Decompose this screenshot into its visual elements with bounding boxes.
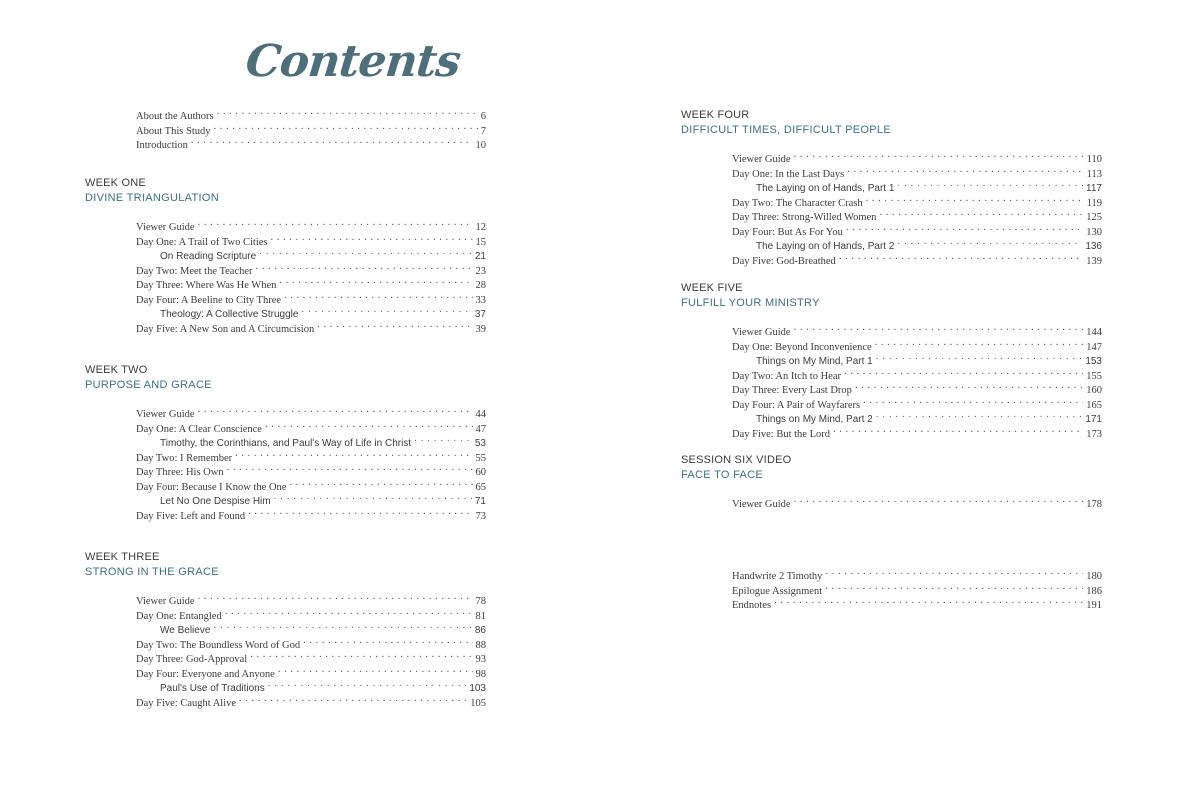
toc-subentry[interactable]: Theology: A Collective Struggle . . . 37 [136,307,486,322]
front-matter-list [136,109,486,153]
toc-entry[interactable]: Viewer Guide . . . 78 [136,594,486,609]
week-four-list [732,152,1102,268]
toc-entry[interactable]: Day Three: God-Approval . . . 93 [136,652,486,667]
toc-entry[interactable]: Day Four: A Beeline to City Three . . . 33 [136,293,486,308]
week-five-label: WEEK FIVE [681,282,743,294]
week-one-label: WEEK ONE [85,177,146,189]
week-three-label: WEEK THREE [85,551,160,563]
toc-entry[interactable]: Day Two: Meet the Teacher . . . 23 [136,264,486,279]
week-five-title: FULFILL YOUR MINISTRY [681,297,820,309]
toc-subentry[interactable]: Things on My Mind, Part 2 . . . 171 [732,412,1102,427]
week-four-title: DIFFICULT TIMES, DIFFICULT PEOPLE [681,124,891,136]
toc-subentry[interactable]: Timothy, the Corinthians, and Paul's Way of Life in Christ . . . 53 [136,436,486,451]
toc-entry[interactable]: Viewer Guide . . . 144 [732,325,1102,340]
week-two-list [136,407,486,523]
week-two-label: WEEK TWO [85,364,148,376]
toc-entry[interactable]: Day One: Entangled . . . 81 [136,609,486,624]
session-six-label: SESSION SIX VIDEO [681,454,792,466]
toc-entry[interactable]: Viewer Guide . . . 110 [732,152,1102,167]
week-three-list [136,594,486,710]
toc-entry[interactable]: Day Five: God-Breathed . . . 139 [732,254,1102,269]
toc-entry[interactable]: Day Two: An Itch to Hear . . . 155 [732,369,1102,384]
toc-entry[interactable]: Handwrite 2 Timothy . . . 180 [732,569,1102,584]
toc-entry[interactable]: Day Five: But the Lord . . . 173 [732,427,1102,442]
toc-entry[interactable]: Day One: Beyond Inconvenience . . . 147 [732,340,1102,355]
toc-entry[interactable]: Day Three: His Own . . . 60 [136,465,486,480]
week-one-title: DIVINE TRIANGULATION [85,192,219,204]
toc-entry[interactable]: Endnotes . . . 191 [732,598,1102,613]
toc-entry[interactable]: Day Four: But As For You . . . 130 [732,225,1102,240]
session-six-list [732,497,1102,512]
toc-entry[interactable]: Viewer Guide . . . 178 [732,497,1102,512]
toc-entry[interactable]: Epilogue Assignment . . . 186 [732,584,1102,599]
toc-entry[interactable]: Day Five: Left and Found . . . 73 [136,509,486,524]
toc-subentry[interactable]: The Laying on of Hands, Part 2 . . . 136 [732,239,1102,254]
right-page [600,0,1200,804]
toc-entry[interactable]: Day Three: Where Was He When . . . 28 [136,278,486,293]
toc-subentry[interactable]: Let No One Despise Him . . . 71 [136,494,486,509]
toc-entry[interactable]: Viewer Guide . . . 44 [136,407,486,422]
toc-subentry[interactable]: Things on My Mind, Part 1 . . . 153 [732,354,1102,369]
toc-entry[interactable]: Day Two: The Boundless Word of God . . . 88 [136,638,486,653]
back-matter-list [732,569,1102,613]
week-five-list [732,325,1102,441]
toc-subentry[interactable]: On Reading Scripture . . . 21 [136,249,486,264]
toc-entry[interactable]: Viewer Guide . . . 12 [136,220,486,235]
week-one-list [136,220,486,336]
toc-entry[interactable]: Day Two: The Character Crash . . . 119 [732,196,1102,211]
session-six-title: FACE TO FACE [681,469,764,481]
toc-entry[interactable]: Day Four: Because I Know the One . . . 65 [136,480,486,495]
toc-entry[interactable]: About This Study . . . 7 [136,124,486,139]
week-four-label: WEEK FOUR [681,109,750,121]
toc-entry[interactable]: Day One: A Trail of Two Cities . . . 15 [136,235,486,250]
toc-entry[interactable]: Day Four: Everyone and Anyone . . . 98 [136,667,486,682]
toc-entry[interactable]: Day One: A Clear Conscience . . . 47 [136,422,486,437]
toc-entry[interactable]: Day Three: Every Last Drop . . . 160 [732,383,1102,398]
toc-entry[interactable]: Day Two: I Remember . . . 55 [136,451,486,466]
toc-subentry[interactable]: The Laying on of Hands, Part 1 . . . 117 [732,181,1102,196]
toc-entry[interactable]: Day Four: A Pair of Wayfarers . . . 165 [732,398,1102,413]
toc-subentry[interactable]: We Believe . . . 86 [136,623,486,638]
page-title: Contents [243,36,463,87]
toc-entry[interactable]: About the Authors . . . 6 [136,109,486,124]
toc-entry[interactable]: Day Five: Caught Alive . . . 105 [136,696,486,711]
toc-entry[interactable]: Day One: In the Last Days . . . 113 [732,167,1102,182]
toc-entry[interactable]: Day Three: Strong-Willed Women . . . 125 [732,210,1102,225]
toc-entry[interactable]: Introduction . . . 10 [136,138,486,153]
week-three-title: STRONG IN THE GRACE [85,566,219,578]
toc-entry[interactable]: Day Five: A New Son and A Circumcision . . . 39 [136,322,486,337]
toc-subentry[interactable]: Paul's Use of Traditions . . . 103 [136,681,486,696]
week-two-title: PURPOSE AND GRACE [85,379,212,391]
